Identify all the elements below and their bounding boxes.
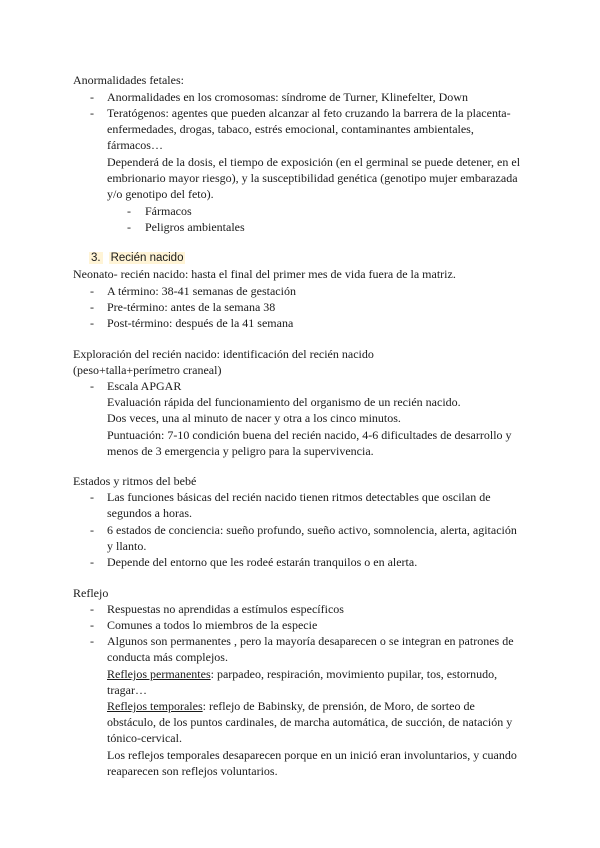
list-item: Respuestas no aprendidas a estímulos específicos bbox=[107, 602, 344, 616]
paragraph-line: Neonato- recién nacido: hasta el final del primer mes de vida fuera de la matriz. bbox=[73, 267, 456, 281]
section-title-exploration: Exploración del recién nacido: identificación del recién nacido bbox=[73, 347, 374, 361]
list-item-cont: conducta más complejos. bbox=[107, 650, 228, 664]
bullet-dash: - bbox=[127, 204, 131, 218]
heading-number: 3. bbox=[91, 252, 101, 264]
bullet-dash: - bbox=[90, 90, 94, 104]
underlined-term: Reflejos temporales bbox=[107, 699, 203, 713]
list-item: Teratógenos: agentes que pueden alcanzar al feto cruzando la barrera de la placenta- bbox=[107, 106, 511, 120]
bullet-dash: - bbox=[90, 523, 94, 537]
paragraph-line: tónico-cervical. bbox=[107, 731, 182, 745]
list-item-cont: y llanto. bbox=[107, 539, 147, 553]
bullet-dash: - bbox=[90, 490, 94, 504]
bullet-dash: - bbox=[90, 106, 94, 120]
term-description: : reflejo de Babinsky, de prensión, de Moro, de sorteo de bbox=[202, 699, 475, 713]
list-item: Depende del entorno que les rodeé estarán tranquilos o en alerta. bbox=[107, 555, 418, 569]
list-item: Pre-término: antes de la semana 38 bbox=[107, 300, 276, 314]
paragraph-line: Evaluación rápida del funcionamiento del organismo de un recién nacido. bbox=[107, 395, 461, 409]
section-title-reflex: Reflejo bbox=[73, 586, 109, 600]
paragraph-line bbox=[107, 666, 497, 682]
paragraph-line: tragar… bbox=[107, 683, 147, 697]
bullet-dash: - bbox=[90, 634, 94, 648]
paragraph-line: Los reflejos temporales desaparecen porque en un inició eran involuntarios, y cuando bbox=[107, 748, 517, 762]
section-title-states: Estados y ritmos del bebé bbox=[73, 474, 197, 488]
paragraph-line: Dependerá de la dosis, el tiempo de exposición (en el germinal se puede detener, en el bbox=[107, 155, 521, 169]
list-item: Las funciones básicas del recién nacido tienen ritmos detectables que oscilan de bbox=[107, 490, 491, 504]
paragraph-line: (peso+talla+perímetro craneal) bbox=[73, 363, 222, 377]
bullet-dash: - bbox=[90, 316, 94, 330]
paragraph-line: obstáculo, de los puntos cardinales, de marcha automática, de succión, de natación y bbox=[107, 715, 513, 729]
list-item: Post-término: después de la 41 semana bbox=[107, 316, 294, 330]
list-item-cont: enfermedades, drogas, tabaco, estrés emocional, contaminantes ambientales, bbox=[107, 122, 474, 136]
bullet-dash: - bbox=[90, 284, 94, 298]
bullet-dash: - bbox=[90, 555, 94, 569]
bullet-dash: - bbox=[90, 618, 94, 632]
sub-list-item: Fármacos bbox=[145, 204, 192, 218]
list-item: Anormalidades en los cromosomas: síndrome de Turner, Klinefelter, Down bbox=[107, 90, 468, 104]
section-title-fetal: Anormalidades fetales: bbox=[73, 73, 184, 87]
list-item: A término: 38-41 semanas de gestación bbox=[107, 284, 296, 298]
paragraph-line: embrionario mayor riesgo), y la susceptibilidad genética (genotipo mujer embarazada bbox=[107, 171, 518, 185]
bullet-dash: - bbox=[90, 379, 94, 393]
bullet-dash: - bbox=[90, 602, 94, 616]
term-description: : parpadeo, respiración, movimiento pupilar, tos, estornudo, bbox=[210, 667, 498, 681]
list-item-cont: segundos a horas. bbox=[107, 506, 192, 520]
bullet-dash: - bbox=[127, 220, 131, 234]
sub-list-item: Peligros ambientales bbox=[145, 220, 245, 234]
list-item-cont: fármacos… bbox=[107, 138, 163, 152]
list-item: 6 estados de conciencia: sueño profundo, sueño activo, somnolencia, alerta, agitación bbox=[107, 523, 517, 537]
paragraph-line: y/o genotipo del feto). bbox=[107, 187, 214, 201]
list-item: Escala APGAR bbox=[107, 379, 182, 393]
paragraph-line: Puntuación: 7-10 condición buena del recién nacido, 4-6 dificultades de desarrollo y bbox=[107, 428, 512, 442]
paragraph-line: Dos veces, una al minuto de nacer y otra a los cinco minutos. bbox=[107, 411, 401, 425]
bullet-dash: - bbox=[90, 300, 94, 314]
paragraph-line bbox=[107, 698, 475, 714]
underlined-term: Reflejos permanentes bbox=[107, 667, 211, 681]
paragraph-line: menos de 3 emergencia y peligro para la supervivencia. bbox=[107, 444, 374, 458]
list-item: Comunes a todos lo miembros de la especie bbox=[107, 618, 318, 632]
section-heading-newborn bbox=[89, 249, 185, 266]
heading-text: Recién nacido bbox=[110, 252, 184, 264]
list-item: Algunos son permanentes , pero la mayoría desaparecen o se integran en patrones de bbox=[107, 634, 514, 648]
paragraph-line: reaparecen son reflejos voluntarios. bbox=[107, 764, 278, 778]
